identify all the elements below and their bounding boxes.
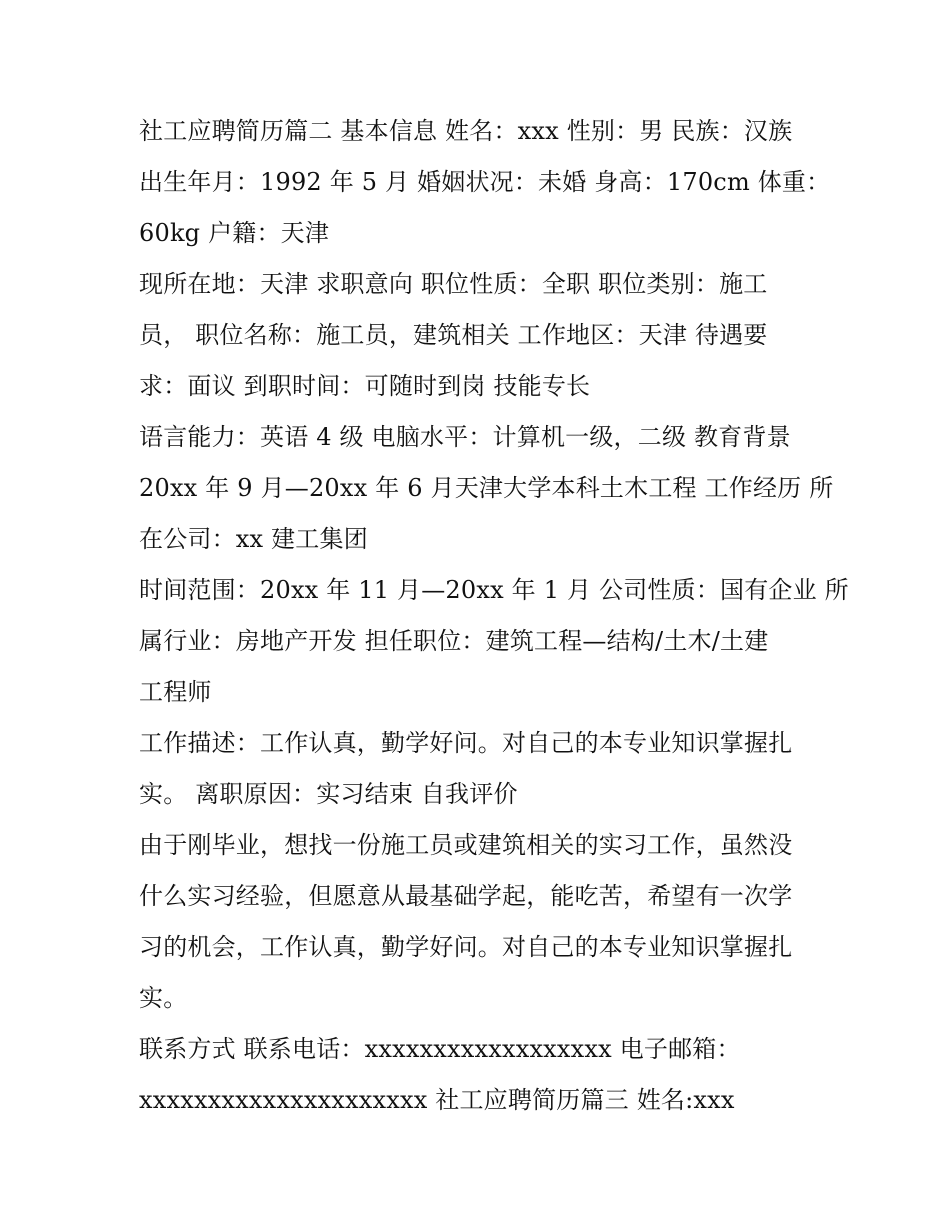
text-line: 实。 离职原因：实习结束 自我评价: [139, 780, 518, 808]
text-line: 求：面议 到职时间：可随时到岗 技能专长: [139, 372, 591, 400]
text-line: 社工应聘简历篇二 基本信息 姓名：xxx 性别：男 民族：汉族: [139, 117, 793, 145]
text-line: 语言能力：英语 4 级 电脑水平：计算机一级，二级 教育背景: [139, 423, 791, 451]
text-line: 联系方式 联系电话：xxxxxxxxxxxxxxxxxx 电子邮箱：: [139, 1035, 741, 1063]
text-line: 实。: [139, 984, 188, 1012]
text-line: 20xx 年 9 月—20xx 年 6 月天津大学本科土木工程 工作经历 所: [139, 474, 834, 502]
text-line: 什么实习经验，但愿意从最基础学起，能吃苦，希望有一次学: [139, 882, 793, 910]
text-line: 员， 职位名称：施工员，建筑相关 工作地区：天津 待遇要: [139, 321, 768, 349]
text-line: 工作描述：工作认真，勤学好问。对自己的本专业知识掌握扎: [139, 729, 793, 757]
text-line: 习的机会，工作认真，勤学好问。对自己的本专业知识掌握扎: [139, 933, 793, 961]
document-body: [139, 106, 849, 1126]
text-line: 在公司：xx 建工集团: [139, 525, 368, 553]
text-line: 工程师: [139, 678, 212, 706]
text-line: xxxxxxxxxxxxxxxxxxxxx 社工应聘简历篇三 姓名:xxx: [139, 1086, 735, 1114]
text-line: 出生年月：1992 年 5 月 婚姻状况：未婚 身高：170cm 体重：: [139, 168, 831, 196]
text-line: 时间范围：20xx 年 11 月—20xx 年 1 月 公司性质：国有企业 所: [139, 576, 849, 604]
text-line: 60kg 户籍：天津: [139, 219, 330, 247]
text-line: 现所在地：天津 求职意向 职位性质：全职 职位类别：施工: [139, 270, 768, 298]
text-line: 属行业：房地产开发 担任职位：建筑工程—结构/土木/土建: [139, 627, 769, 655]
text-line: 由于刚毕业，想找一份施工员或建筑相关的实习工作，虽然没: [139, 831, 793, 859]
